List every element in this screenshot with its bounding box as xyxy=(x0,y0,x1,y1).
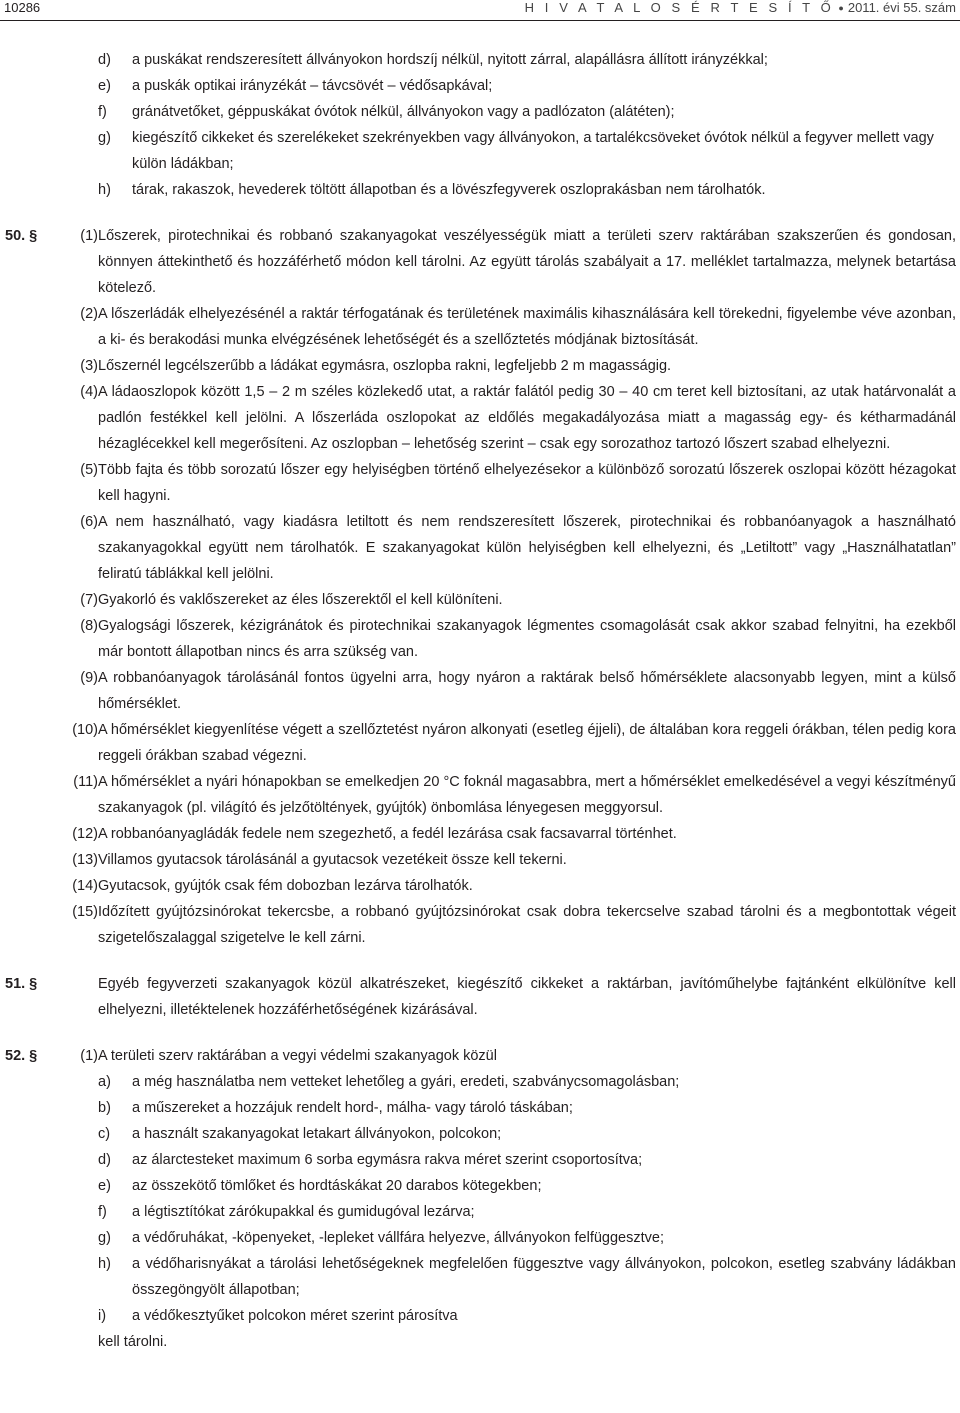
item-text: a puskákat rendszeresített állványokon hordszíj nélkül, nyitott zárral, alapállásra állított irányzékkal; xyxy=(132,52,768,68)
paragraph-text: Gyutacsok, gyújtók csak fém dobozban lezárva tárolhatók. xyxy=(98,878,473,894)
journal-name: H I V A T A L O S É R T E S Í T Ő xyxy=(524,0,835,15)
page-header xyxy=(0,0,960,22)
paragraph-text: Egyéb fegyverzeti szakanyagok közül alkatrészeket, kiegészítő cikkeket a raktárban, javítóműhelybe fajtánként elkülönítve kell elhelyezni, illetéktelenek hozzáférhetőségének kizárásával. xyxy=(98,976,956,1018)
item-text: a védőruhákat, -köpenyeket, -lepleket vállfára helyezve, állványokon felfüggesztve; xyxy=(132,1230,664,1246)
item-label: c) xyxy=(98,1126,111,1142)
paragraph-number: (3) xyxy=(80,358,98,374)
item-label: g) xyxy=(98,1230,111,1246)
section-52 xyxy=(0,1043,960,1069)
paragraph-number: (1) xyxy=(80,1048,98,1064)
item-label: f) xyxy=(98,1204,107,1220)
section-label: 51. § xyxy=(5,976,38,992)
item-label: b) xyxy=(98,1100,111,1116)
list-item xyxy=(0,99,960,125)
paragraph-text: Több fajta és több sorozatú lőszer egy helyiségben történő elhelyezésekor a különböző sorozatú lőszerek oszlopai között hézagokat kell hagyni. xyxy=(98,462,956,504)
paragraph xyxy=(0,665,960,717)
paragraph-number: (15) xyxy=(72,904,98,920)
list-item xyxy=(0,125,960,177)
document-body xyxy=(0,47,960,1355)
section-50 xyxy=(0,223,960,301)
item-text: az összekötő tömlőket és hordtáskákat 20 darabos kötegekben; xyxy=(132,1178,542,1194)
item-text: a védőkesztyűket polcokon méret szerint párosítva xyxy=(132,1308,458,1324)
paragraph xyxy=(0,899,960,951)
paragraph xyxy=(0,587,960,613)
item-label: f) xyxy=(98,104,107,120)
paragraph xyxy=(0,821,960,847)
list-item xyxy=(0,1173,960,1199)
paragraph-number: (4) xyxy=(80,384,98,400)
paragraph-text: Időzített gyújtózsinórokat tekercsbe, a robbanó gyújtózsinórokat csak dobra tekercselve szabad tárolni és a megbontottak végeit szigetelőszalaggal szigetelve le kell zárni. xyxy=(98,904,956,946)
list-item xyxy=(0,73,960,99)
paragraph xyxy=(0,301,960,353)
list-item xyxy=(0,1225,960,1251)
paragraph-text: A robbanóanyagládák fedele nem szegezhető, a fedél lezárása csak facsavarral történhet. xyxy=(98,826,677,842)
list-item xyxy=(0,47,960,73)
paragraph-text: Lőszernél legcélszerűbb a ládákat egymásra, oszlopba rakni, legfeljebb 2 m magasságig. xyxy=(98,358,672,374)
paragraph-text: Villamos gyutacsok tárolásánál a gyutacsok vezetékeit össze kell tekerni. xyxy=(98,852,567,868)
item-label: e) xyxy=(98,78,111,94)
paragraph-text: A területi szerv raktárában a vegyi védelmi szakanyagok közül xyxy=(98,1048,497,1064)
list-item xyxy=(0,1251,960,1303)
item-text: az álarctesteket maximum 6 sorba egymásra rakva méret szerint csoportosítva; xyxy=(132,1152,643,1168)
paragraph-text: A nem használható, vagy kiadásra letiltott és nem rendszeresített lőszerek, pirotechnikai és robbanóanyagok a használható szakanyagokkal együtt nem tárolhatók. E szakanyagokat külön helyiségben kell elhelyezni, és „Letiltott” vagy „Használhatatlan” feliratú táblákkal kell jelölni. xyxy=(98,514,956,582)
item-label: i) xyxy=(98,1308,107,1324)
paragraph-text: A lőszerládák elhelyezésénél a raktár térfogatának és területének maximális kihasználására kell törekedni, figyelembe véve azonban, a ki- és berakodási munka elvégzésének lehetőségét és a szellőztetés módjának biztosítását. xyxy=(98,306,956,348)
paragraph-number: (2) xyxy=(80,306,98,322)
item-text: tárak, rakaszok, hevederek töltött állapotban és a lövészfegyverek oszloprakásban nem tárolhatók. xyxy=(132,182,766,198)
item-label: h) xyxy=(98,1256,111,1272)
paragraph-number: (13) xyxy=(72,852,98,868)
paragraph-number: (9) xyxy=(80,670,98,686)
item-label: a) xyxy=(98,1074,111,1090)
item-text: a védőharisnyákat a tárolási lehetőségeknek megfelelően függesztve vagy állványokon, polcokon, esetleg szabvány ládákban összegöngyölt állapotban; xyxy=(132,1256,956,1298)
paragraph-text: Gyakorló és vaklőszereket az éles lőszerektől el kell különíteni. xyxy=(98,592,503,608)
list-item xyxy=(0,1095,960,1121)
paragraph-text: Lőszerek, pirotechnikai és robbanó szakanyagokat veszélyességük miatt a területi szerv raktárában szakszerűen és gondosan, könnyen áttekinthető és hozzáférhető módon kell tárolni. Az együtt tárolás szabályait a 17. melléklet tartalmazza, melynek betartása kötelező. xyxy=(98,228,956,296)
list-item xyxy=(0,1147,960,1173)
item-text: a puskák optikai irányzékát – távcsövét – védősapkával; xyxy=(132,78,493,94)
paragraph xyxy=(0,873,960,899)
header-divider xyxy=(0,20,960,21)
paragraph-text: A hőmérséklet a nyári hónapokban se emelkedjen 20 °C foknál magasabbra, mert a hőmérséklet emelkedésével a vegyi készítményű szakanyagok (pl. világító és jelzőtöltények, gyújtók) önbomlása lényegesen meggyorsul. xyxy=(98,774,956,816)
paragraph-number: (5) xyxy=(80,462,98,478)
paragraph-number: (6) xyxy=(80,514,98,530)
paragraph-text: A hőmérséklet kiegyenlítése végett a szellőztetést nyáron alkonyati (esetleg éjjeli), de általában kora reggeli órákban, télen pedig kora reggeli órákban szabad végezni. xyxy=(98,722,956,764)
paragraph xyxy=(0,717,960,769)
section-label: 50. § xyxy=(5,228,38,244)
paragraph-number: (11) xyxy=(73,774,98,790)
paragraph-number: (1) xyxy=(80,228,98,244)
paragraph-text: Gyalogsági lőszerek, kézigránátok és pirotechnikai szakanyagok légmentes csomagolását csak akkor szabad felnyitni, ha ezekből már bontott állapotban nincs és arra szükség van. xyxy=(98,618,956,660)
paragraph xyxy=(0,457,960,509)
paragraph-text: A robbanóanyagok tárolásánál fontos ügyelni arra, hogy nyáron a raktárak belső hőmérséklete alacsonyabb legyen, mint a külső hőmérséklet. xyxy=(98,670,956,712)
paragraph xyxy=(0,847,960,873)
item-label: h) xyxy=(98,182,111,198)
paragraph xyxy=(0,769,960,821)
list-item xyxy=(0,1069,960,1095)
issue-number: 2011. évi 55. szám xyxy=(847,0,956,15)
item-text: a használt szakanyagokat letakart állványokon, polcokon; xyxy=(132,1126,502,1142)
item-label: g) xyxy=(98,130,111,146)
closing-line xyxy=(0,1329,960,1355)
item-label: d) xyxy=(98,52,111,68)
item-text: a műszereket a hozzájuk rendelt hord-, málha- vagy tároló táskában; xyxy=(132,1100,573,1116)
list-item xyxy=(0,177,960,203)
item-text: a légtisztítókat zárókupakkal és gumidugóval lezárva; xyxy=(132,1204,475,1220)
journal-title xyxy=(525,0,956,16)
paragraph-number: (12) xyxy=(72,826,98,842)
paragraph xyxy=(0,509,960,587)
paragraph xyxy=(0,353,960,379)
list-item xyxy=(0,1199,960,1225)
paragraph-number: (8) xyxy=(80,618,98,634)
closing-text: kell tárolni. xyxy=(98,1334,168,1350)
section-label: 52. § xyxy=(5,1048,38,1064)
item-text: gránátvetőket, géppuskákat óvótok nélkül, állványokon vagy a padlózaton (alátéten); xyxy=(132,104,675,120)
item-text: a még használatba nem vetteket lehetőleg a gyári, eredeti, szabványcsomagolásban; xyxy=(132,1074,680,1090)
list-item xyxy=(0,1121,960,1147)
paragraph xyxy=(0,613,960,665)
paragraph xyxy=(0,379,960,457)
list-item xyxy=(0,1303,960,1329)
paragraph-number: (10) xyxy=(72,722,98,738)
item-label: d) xyxy=(98,1152,111,1168)
section-51 xyxy=(0,971,960,1023)
page-number: 10286 xyxy=(4,0,41,15)
paragraph-number: (14) xyxy=(72,878,98,894)
paragraph-text: A ládaoszlopok között 1,5 – 2 m széles közlekedő utat, a raktár falától pedig 30 – 40 cm teret kell biztosítani, az utak határvonalát a padlón festékkel kell jelölni. A lőszerláda oszlopokat az eldőlés megakadályozása miatt a magasság egy- és kétharmadánál hézaglécekkel kell megerősíteni. Az oszlopban – lehetőség szerint – csak egy sorozathoz tartozó lőszert szabad elhelyezni. xyxy=(98,384,956,452)
item-label: e) xyxy=(98,1178,111,1194)
paragraph-number: (7) xyxy=(80,592,98,608)
item-text: kiegészítő cikkeket és szerelékeket szekrényekben vagy állványokon, a tartalékcsöveket óvótok nélkül a fegyver mellett vagy külön ládákban; xyxy=(132,130,934,172)
bullet-icon: ● xyxy=(838,3,844,13)
